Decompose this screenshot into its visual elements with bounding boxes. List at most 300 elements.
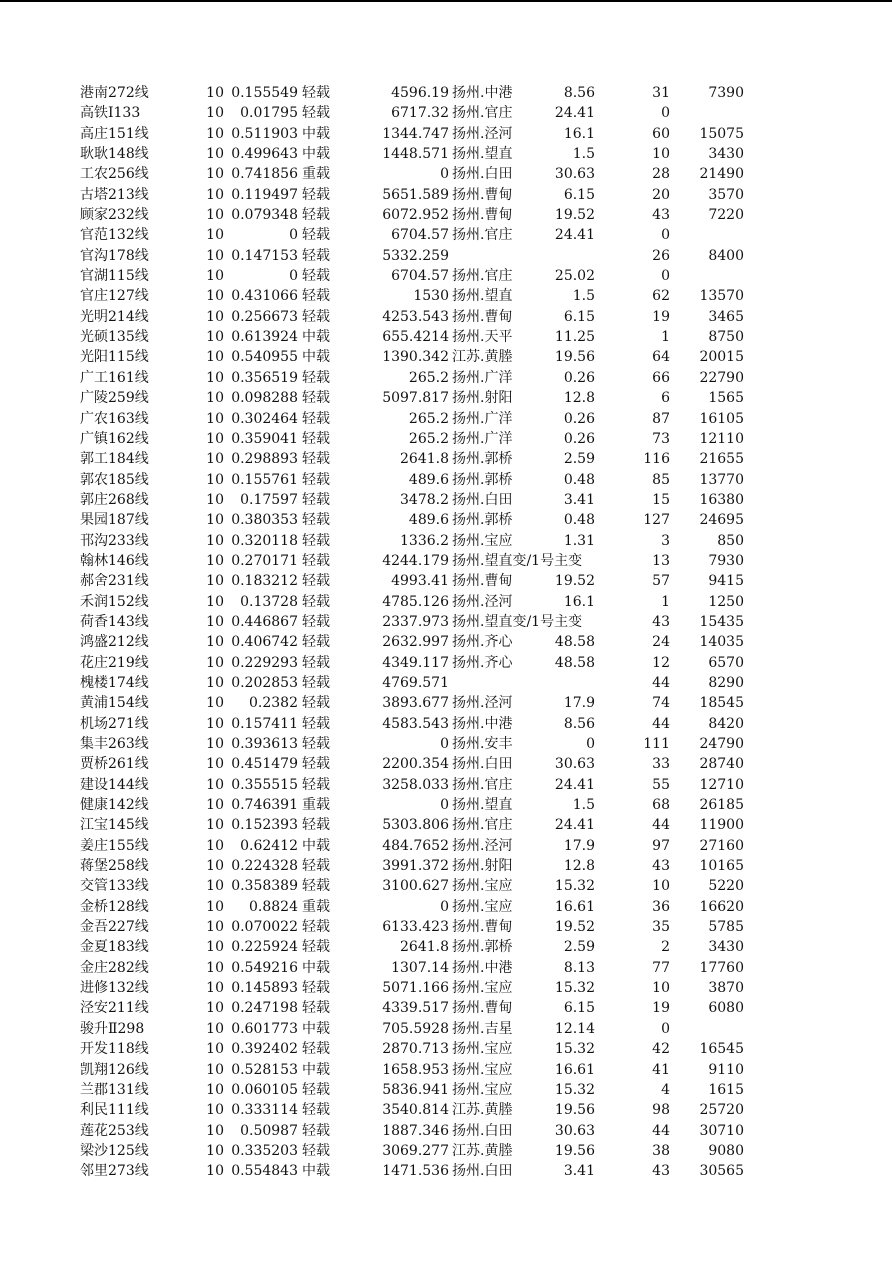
capacity-cell[interactable]: 2641.8 xyxy=(400,939,449,956)
voltage-cell[interactable]: 10 xyxy=(206,410,224,427)
load-ratio-cell[interactable]: 0.202853 xyxy=(231,674,298,691)
load-ratio-cell[interactable]: 0.746391 xyxy=(231,797,298,814)
line-name-cell[interactable]: 耿耿148线 xyxy=(80,146,149,163)
line-name-cell[interactable]: 古塔213线 xyxy=(80,186,149,203)
capacity-cell[interactable]: 0 xyxy=(440,898,449,915)
line-name-cell[interactable]: 广陵259线 xyxy=(80,390,149,407)
load-status-cell[interactable]: 中载 xyxy=(302,837,330,854)
distance-cell[interactable]: 24.41 xyxy=(554,817,595,834)
count-cell[interactable]: 43 xyxy=(652,613,670,630)
load-ratio-cell[interactable]: 0.2382 xyxy=(249,695,298,712)
users-cell[interactable]: 30565 xyxy=(699,1163,744,1180)
substation-cell[interactable]: 扬州.白田 xyxy=(452,491,513,508)
substation-cell[interactable]: 扬州.中港 xyxy=(452,715,513,732)
voltage-cell[interactable]: 10 xyxy=(206,85,224,101)
load-status-cell[interactable]: 中载 xyxy=(302,959,330,976)
line-name-cell[interactable]: 兰郡131线 xyxy=(80,1081,149,1098)
substation-cell[interactable]: 扬州.齐心 xyxy=(452,654,513,671)
count-cell[interactable]: 43 xyxy=(652,1163,670,1180)
count-cell[interactable]: 24 xyxy=(652,634,670,651)
distance-cell[interactable]: 1.31 xyxy=(563,532,595,549)
count-cell[interactable]: 4 xyxy=(661,1081,670,1098)
load-status-cell[interactable]: 重载 xyxy=(302,166,330,183)
substation-cell[interactable]: 扬州.吉星 xyxy=(452,1020,513,1037)
distance-cell[interactable]: 1.5 xyxy=(572,146,595,163)
load-ratio-cell[interactable]: 0.613924 xyxy=(231,329,298,346)
substation-cell[interactable]: 江苏.黄塍 xyxy=(452,1102,513,1119)
users-cell[interactable]: 6080 xyxy=(708,1000,744,1017)
line-name-cell[interactable]: 港南272线 xyxy=(80,85,149,101)
users-cell[interactable]: 9080 xyxy=(708,1142,744,1159)
voltage-cell[interactable]: 10 xyxy=(206,776,224,793)
line-name-cell[interactable]: 郭农185线 xyxy=(80,471,149,488)
line-name-cell[interactable]: 机场271线 xyxy=(80,715,149,732)
line-name-cell[interactable]: 广镇162线 xyxy=(80,430,149,447)
load-status-cell[interactable]: 中载 xyxy=(302,349,330,366)
voltage-cell[interactable]: 10 xyxy=(206,817,224,834)
substation-cell[interactable]: 扬州.望直变/1号主变 xyxy=(452,552,583,569)
distance-cell[interactable]: 8.56 xyxy=(563,715,595,732)
voltage-cell[interactable]: 10 xyxy=(206,369,224,386)
capacity-cell[interactable]: 1336.2 xyxy=(400,532,449,549)
substation-cell[interactable]: 扬州.中港 xyxy=(452,85,513,101)
users-cell[interactable]: 17760 xyxy=(699,959,744,976)
users-cell[interactable]: 11900 xyxy=(699,817,744,834)
load-ratio-cell[interactable]: 0.155761 xyxy=(231,471,298,488)
load-ratio-cell[interactable]: 0.302464 xyxy=(231,410,298,427)
load-status-cell[interactable]: 中载 xyxy=(302,146,330,163)
substation-cell[interactable]: 扬州.白田 xyxy=(452,166,513,183)
voltage-cell[interactable]: 10 xyxy=(206,980,224,997)
line-name-cell[interactable]: 郝舍231线 xyxy=(80,573,149,590)
distance-cell[interactable]: 30.63 xyxy=(554,1122,595,1139)
line-name-cell[interactable]: 金吾227线 xyxy=(80,919,149,936)
substation-cell[interactable]: 扬州.白田 xyxy=(452,1122,513,1139)
distance-cell[interactable]: 48.58 xyxy=(554,654,595,671)
distance-cell[interactable]: 0.26 xyxy=(563,430,595,447)
count-cell[interactable]: 97 xyxy=(652,837,670,854)
load-ratio-cell[interactable]: 0.356519 xyxy=(231,369,298,386)
load-status-cell[interactable]: 重载 xyxy=(302,898,330,915)
distance-cell[interactable]: 15.32 xyxy=(554,1041,595,1058)
capacity-cell[interactable]: 3258.033 xyxy=(382,776,449,793)
users-cell[interactable]: 22790 xyxy=(699,369,744,386)
count-cell[interactable]: 87 xyxy=(652,410,670,427)
capacity-cell[interactable]: 4244.179 xyxy=(382,552,449,569)
load-ratio-cell[interactable]: 0.070022 xyxy=(231,919,298,936)
line-name-cell[interactable]: 高庄151线 xyxy=(80,125,149,142)
distance-cell[interactable]: 0.48 xyxy=(563,512,595,529)
capacity-cell[interactable]: 2641.8 xyxy=(400,451,449,468)
load-ratio-cell[interactable]: 0.270171 xyxy=(231,552,298,569)
capacity-cell[interactable]: 0 xyxy=(440,166,449,183)
load-ratio-cell[interactable]: 0.060105 xyxy=(231,1081,298,1098)
load-status-cell[interactable]: 轻载 xyxy=(302,1142,330,1159)
substation-cell[interactable]: 江苏.黄塍 xyxy=(452,1142,513,1159)
capacity-cell[interactable]: 4993.41 xyxy=(391,573,449,590)
voltage-cell[interactable]: 10 xyxy=(206,1041,224,1058)
distance-cell[interactable]: 12.8 xyxy=(563,390,595,407)
load-ratio-cell[interactable]: 0.247198 xyxy=(231,1000,298,1017)
substation-cell[interactable]: 扬州.望直 xyxy=(452,146,513,163)
line-name-cell[interactable]: 金桥128线 xyxy=(80,898,149,915)
load-ratio-cell[interactable]: 0.145893 xyxy=(231,980,298,997)
line-name-cell[interactable]: 梁沙125线 xyxy=(80,1142,149,1159)
users-cell[interactable]: 14035 xyxy=(699,634,744,651)
users-cell[interactable]: 16620 xyxy=(699,898,744,915)
load-status-cell[interactable]: 轻载 xyxy=(302,532,330,549)
count-cell[interactable]: 2 xyxy=(661,939,670,956)
count-cell[interactable]: 44 xyxy=(652,817,670,834)
voltage-cell[interactable]: 10 xyxy=(206,471,224,488)
voltage-cell[interactable]: 10 xyxy=(206,674,224,691)
line-name-cell[interactable]: 交管133线 xyxy=(80,878,149,895)
line-name-cell[interactable]: 官庄127线 xyxy=(80,288,149,305)
users-cell[interactable]: 28740 xyxy=(699,756,744,773)
line-name-cell[interactable]: 郭庄268线 xyxy=(80,491,149,508)
voltage-cell[interactable]: 10 xyxy=(206,268,224,285)
capacity-cell[interactable]: 3893.677 xyxy=(382,695,449,712)
users-cell[interactable]: 7390 xyxy=(708,85,744,101)
count-cell[interactable]: 57 xyxy=(652,573,670,590)
load-status-cell[interactable]: 中载 xyxy=(302,329,330,346)
load-status-cell[interactable]: 轻载 xyxy=(302,736,330,752)
capacity-cell[interactable]: 655.4214 xyxy=(382,329,449,346)
substation-cell[interactable]: 扬州.白田 xyxy=(452,756,513,773)
load-status-cell[interactable]: 轻载 xyxy=(302,471,330,488)
capacity-cell[interactable]: 1448.571 xyxy=(382,146,449,163)
substation-cell[interactable]: 扬州.中港 xyxy=(452,959,513,976)
count-cell[interactable]: 68 xyxy=(652,797,670,814)
voltage-cell[interactable]: 10 xyxy=(206,430,224,447)
substation-cell[interactable]: 扬州.广洋 xyxy=(452,410,513,427)
users-cell[interactable]: 25720 xyxy=(699,1102,744,1119)
users-cell[interactable]: 15075 xyxy=(699,125,744,142)
load-status-cell[interactable]: 轻载 xyxy=(302,756,330,773)
line-name-cell[interactable]: 官沟178线 xyxy=(80,247,149,264)
users-cell[interactable]: 7220 xyxy=(708,207,744,224)
line-name-cell[interactable]: 江宝145线 xyxy=(80,817,149,834)
count-cell[interactable]: 36 xyxy=(652,898,670,915)
voltage-cell[interactable]: 10 xyxy=(206,1081,224,1098)
line-name-cell[interactable]: 集丰263线 xyxy=(80,736,149,752)
count-cell[interactable]: 10 xyxy=(652,980,670,997)
distance-cell[interactable]: 17.9 xyxy=(563,695,595,712)
load-ratio-cell[interactable]: 0.229293 xyxy=(231,654,298,671)
voltage-cell[interactable]: 10 xyxy=(206,573,224,590)
load-ratio-cell[interactable]: 0.119497 xyxy=(231,186,298,203)
count-cell[interactable]: 66 xyxy=(652,369,670,386)
capacity-cell[interactable]: 4349.117 xyxy=(382,654,449,671)
distance-cell[interactable]: 16.61 xyxy=(554,1061,595,1078)
load-ratio-cell[interactable]: 0.183212 xyxy=(231,573,298,590)
load-status-cell[interactable]: 轻载 xyxy=(302,1081,330,1098)
capacity-cell[interactable]: 4769.571 xyxy=(382,674,449,691)
count-cell[interactable]: 73 xyxy=(652,430,670,447)
users-cell[interactable]: 16380 xyxy=(699,491,744,508)
capacity-cell[interactable]: 6717.32 xyxy=(391,105,449,122)
users-cell[interactable]: 12710 xyxy=(699,776,744,793)
load-status-cell[interactable]: 重载 xyxy=(302,797,330,814)
substation-cell[interactable]: 扬州.安丰 xyxy=(452,736,513,752)
load-status-cell[interactable]: 轻载 xyxy=(302,247,330,264)
load-status-cell[interactable]: 轻载 xyxy=(302,451,330,468)
distance-cell[interactable]: 19.56 xyxy=(554,1102,595,1119)
capacity-cell[interactable]: 1530 xyxy=(413,288,449,305)
distance-cell[interactable]: 16.61 xyxy=(554,898,595,915)
substation-cell[interactable]: 江苏.黄塍 xyxy=(452,349,513,366)
voltage-cell[interactable]: 10 xyxy=(206,634,224,651)
load-ratio-cell[interactable]: 0.601773 xyxy=(231,1020,298,1037)
count-cell[interactable]: 38 xyxy=(652,1142,670,1159)
voltage-cell[interactable]: 10 xyxy=(206,654,224,671)
load-ratio-cell[interactable]: 0.392402 xyxy=(231,1041,298,1058)
capacity-cell[interactable]: 1344.747 xyxy=(382,125,449,142)
line-name-cell[interactable]: 邻里273线 xyxy=(80,1163,149,1180)
line-name-cell[interactable]: 健康142线 xyxy=(80,797,149,814)
voltage-cell[interactable]: 10 xyxy=(206,797,224,814)
users-cell[interactable]: 30710 xyxy=(699,1122,744,1139)
users-cell[interactable]: 16105 xyxy=(699,410,744,427)
voltage-cell[interactable]: 10 xyxy=(206,532,224,549)
capacity-cell[interactable]: 6704.57 xyxy=(391,227,449,244)
load-ratio-cell[interactable]: 0.406742 xyxy=(231,634,298,651)
capacity-cell[interactable]: 2632.997 xyxy=(382,634,449,651)
capacity-cell[interactable]: 4583.543 xyxy=(382,715,449,732)
substation-cell[interactable]: 扬州.官庄 xyxy=(452,817,513,834)
distance-cell[interactable]: 0.26 xyxy=(563,369,595,386)
line-name-cell[interactable]: 果园187线 xyxy=(80,512,149,529)
voltage-cell[interactable]: 10 xyxy=(206,715,224,732)
substation-cell[interactable]: 扬州.宝应 xyxy=(452,1061,513,1078)
line-name-cell[interactable]: 郭工184线 xyxy=(80,451,149,468)
line-name-cell[interactable]: 鸿盛212线 xyxy=(80,634,149,651)
distance-cell[interactable]: 6.15 xyxy=(563,1000,595,1017)
capacity-cell[interactable]: 0 xyxy=(440,797,449,814)
voltage-cell[interactable]: 10 xyxy=(206,125,224,142)
load-ratio-cell[interactable]: 0.225924 xyxy=(231,939,298,956)
count-cell[interactable]: 28 xyxy=(652,166,670,183)
users-cell[interactable]: 3430 xyxy=(708,146,744,163)
load-status-cell[interactable]: 轻载 xyxy=(302,715,330,732)
load-ratio-cell[interactable]: 0.256673 xyxy=(231,308,298,325)
load-ratio-cell[interactable]: 0.157411 xyxy=(231,715,298,732)
load-ratio-cell[interactable]: 0.451479 xyxy=(231,756,298,773)
substation-cell[interactable]: 扬州.宝应 xyxy=(452,1041,513,1058)
voltage-cell[interactable]: 10 xyxy=(206,308,224,325)
users-cell[interactable]: 21490 xyxy=(699,166,744,183)
count-cell[interactable]: 12 xyxy=(652,654,670,671)
load-status-cell[interactable]: 中载 xyxy=(302,125,330,142)
count-cell[interactable]: 1 xyxy=(661,329,670,346)
line-name-cell[interactable]: 金庄282线 xyxy=(80,959,149,976)
count-cell[interactable]: 6 xyxy=(661,390,670,407)
distance-cell[interactable]: 3.41 xyxy=(563,1163,595,1180)
distance-cell[interactable]: 19.56 xyxy=(554,349,595,366)
capacity-cell[interactable]: 1471.536 xyxy=(382,1163,449,1180)
voltage-cell[interactable]: 10 xyxy=(206,1061,224,1078)
users-cell[interactable]: 3570 xyxy=(708,186,744,203)
distance-cell[interactable]: 0.26 xyxy=(563,410,595,427)
load-status-cell[interactable]: 轻载 xyxy=(302,980,330,997)
voltage-cell[interactable]: 10 xyxy=(206,227,224,244)
count-cell[interactable]: 41 xyxy=(652,1061,670,1078)
substation-cell[interactable]: 扬州.曹甸 xyxy=(452,573,513,590)
load-status-cell[interactable]: 轻载 xyxy=(302,634,330,651)
capacity-cell[interactable]: 5836.941 xyxy=(382,1081,449,1098)
voltage-cell[interactable]: 10 xyxy=(206,186,224,203)
substation-cell[interactable]: 扬州.射阳 xyxy=(452,858,513,875)
voltage-cell[interactable]: 10 xyxy=(206,959,224,976)
substation-cell[interactable]: 扬州.官庄 xyxy=(452,268,513,285)
substation-cell[interactable]: 扬州.望直 xyxy=(452,288,513,305)
substation-cell[interactable]: 扬州.齐心 xyxy=(452,634,513,651)
load-ratio-cell[interactable]: 0.50987 xyxy=(240,1122,298,1139)
line-name-cell[interactable]: 金夏183线 xyxy=(80,939,149,956)
substation-cell[interactable]: 扬州.泾河 xyxy=(452,125,513,142)
load-ratio-cell[interactable]: 0.13728 xyxy=(240,593,298,610)
substation-cell[interactable]: 扬州.泾河 xyxy=(452,593,513,610)
line-name-cell[interactable]: 工农256线 xyxy=(80,166,149,183)
substation-cell[interactable]: 扬州.官庄 xyxy=(452,105,513,122)
capacity-cell[interactable]: 5651.589 xyxy=(382,186,449,203)
users-cell[interactable]: 16545 xyxy=(699,1041,744,1058)
capacity-cell[interactable]: 265.2 xyxy=(408,410,449,427)
count-cell[interactable]: 1 xyxy=(661,593,670,610)
capacity-cell[interactable]: 3100.627 xyxy=(382,878,449,895)
users-cell[interactable]: 5785 xyxy=(708,919,744,936)
users-cell[interactable]: 21655 xyxy=(699,451,744,468)
load-status-cell[interactable]: 轻载 xyxy=(302,919,330,936)
users-cell[interactable]: 13770 xyxy=(699,471,744,488)
load-ratio-cell[interactable]: 0.511903 xyxy=(231,125,298,142)
count-cell[interactable]: 111 xyxy=(643,736,670,752)
voltage-cell[interactable]: 10 xyxy=(206,1102,224,1119)
count-cell[interactable]: 20 xyxy=(652,186,670,203)
load-status-cell[interactable]: 轻载 xyxy=(302,654,330,671)
count-cell[interactable]: 33 xyxy=(652,756,670,773)
voltage-cell[interactable]: 10 xyxy=(206,1122,224,1139)
count-cell[interactable]: 3 xyxy=(661,532,670,549)
distance-cell[interactable]: 48.58 xyxy=(554,634,595,651)
count-cell[interactable]: 31 xyxy=(652,85,670,101)
load-status-cell[interactable]: 轻载 xyxy=(302,573,330,590)
line-name-cell[interactable]: 利民111线 xyxy=(80,1102,149,1119)
voltage-cell[interactable]: 10 xyxy=(206,939,224,956)
users-cell[interactable]: 9415 xyxy=(708,573,744,590)
capacity-cell[interactable]: 4785.126 xyxy=(382,593,449,610)
distance-cell[interactable]: 12.8 xyxy=(563,858,595,875)
distance-cell[interactable]: 15.32 xyxy=(554,878,595,895)
load-status-cell[interactable]: 轻载 xyxy=(302,552,330,569)
capacity-cell[interactable]: 3540.814 xyxy=(382,1102,449,1119)
voltage-cell[interactable]: 10 xyxy=(206,146,224,163)
line-name-cell[interactable]: 进修132线 xyxy=(80,980,149,997)
distance-cell[interactable]: 15.32 xyxy=(554,1081,595,1098)
count-cell[interactable]: 10 xyxy=(652,878,670,895)
substation-cell[interactable]: 扬州.郭桥 xyxy=(452,451,513,468)
users-cell[interactable]: 6570 xyxy=(708,654,744,671)
capacity-cell[interactable]: 4253.543 xyxy=(382,308,449,325)
count-cell[interactable]: 19 xyxy=(652,308,670,325)
load-ratio-cell[interactable]: 0.549216 xyxy=(231,959,298,976)
substation-cell[interactable]: 扬州.射阳 xyxy=(452,390,513,407)
substation-cell[interactable]: 扬州.宝应 xyxy=(452,898,513,915)
users-cell[interactable]: 13570 xyxy=(699,288,744,305)
line-name-cell[interactable]: 建设144线 xyxy=(80,776,149,793)
line-name-cell[interactable]: 广工161线 xyxy=(80,369,149,386)
voltage-cell[interactable]: 10 xyxy=(206,613,224,630)
line-name-cell[interactable]: 光硕135线 xyxy=(80,329,149,346)
load-status-cell[interactable]: 轻载 xyxy=(302,1000,330,1017)
distance-cell[interactable]: 17.9 xyxy=(563,837,595,854)
users-cell[interactable]: 850 xyxy=(717,532,744,549)
substation-cell[interactable]: 扬州.白田 xyxy=(452,1163,513,1180)
capacity-cell[interactable]: 6133.423 xyxy=(382,919,449,936)
load-ratio-cell[interactable]: 0.079348 xyxy=(231,207,298,224)
load-ratio-cell[interactable]: 0.446867 xyxy=(231,613,298,630)
users-cell[interactable]: 15435 xyxy=(699,613,744,630)
users-cell[interactable]: 27160 xyxy=(699,837,744,854)
distance-cell[interactable]: 19.52 xyxy=(554,573,595,590)
substation-cell[interactable]: 扬州.曹甸 xyxy=(452,919,513,936)
capacity-cell[interactable]: 5071.166 xyxy=(382,980,449,997)
count-cell[interactable]: 44 xyxy=(652,715,670,732)
count-cell[interactable]: 13 xyxy=(652,552,670,569)
distance-cell[interactable]: 24.41 xyxy=(554,227,595,244)
line-name-cell[interactable]: 官湖115线 xyxy=(80,268,149,285)
line-name-cell[interactable]: 骏升Ⅱ298 xyxy=(80,1020,145,1037)
capacity-cell[interactable]: 6704.57 xyxy=(391,268,449,285)
count-cell[interactable]: 35 xyxy=(652,919,670,936)
count-cell[interactable]: 0 xyxy=(661,268,670,285)
line-name-cell[interactable]: 光阳115线 xyxy=(80,349,149,366)
count-cell[interactable]: 43 xyxy=(652,858,670,875)
voltage-cell[interactable]: 10 xyxy=(206,105,224,122)
users-cell[interactable]: 24790 xyxy=(699,736,744,752)
load-ratio-cell[interactable]: 0 xyxy=(289,268,298,285)
count-cell[interactable]: 0 xyxy=(661,105,670,122)
distance-cell[interactable]: 8.13 xyxy=(563,959,595,976)
substation-cell[interactable]: 扬州.天平 xyxy=(452,329,513,346)
line-name-cell[interactable]: 邗沟233线 xyxy=(80,532,149,549)
load-ratio-cell[interactable]: 0.393613 xyxy=(231,736,298,752)
substation-cell[interactable]: 扬州.泾河 xyxy=(452,695,513,712)
users-cell[interactable]: 26185 xyxy=(699,797,744,814)
substation-cell[interactable]: 扬州.广洋 xyxy=(452,430,513,447)
distance-cell[interactable]: 12.14 xyxy=(554,1020,595,1037)
substation-cell[interactable]: 扬州.望直 xyxy=(452,797,513,814)
voltage-cell[interactable]: 10 xyxy=(206,512,224,529)
capacity-cell[interactable]: 3069.277 xyxy=(382,1142,449,1159)
substation-cell[interactable]: 扬州.泾河 xyxy=(452,837,513,854)
users-cell[interactable]: 8290 xyxy=(708,674,744,691)
substation-cell[interactable]: 扬州.曹甸 xyxy=(452,186,513,203)
load-status-cell[interactable]: 轻载 xyxy=(302,939,330,956)
substation-cell[interactable]: 扬州.曹甸 xyxy=(452,308,513,325)
users-cell[interactable]: 3870 xyxy=(708,980,744,997)
load-ratio-cell[interactable]: 0.224328 xyxy=(231,858,298,875)
line-name-cell[interactable]: 翰林146线 xyxy=(80,552,149,569)
load-status-cell[interactable]: 轻载 xyxy=(302,369,330,386)
voltage-cell[interactable]: 10 xyxy=(206,207,224,224)
voltage-cell[interactable]: 10 xyxy=(206,858,224,875)
capacity-cell[interactable]: 489.6 xyxy=(408,512,449,529)
users-cell[interactable]: 8750 xyxy=(708,329,744,346)
voltage-cell[interactable]: 10 xyxy=(206,390,224,407)
capacity-cell[interactable]: 484.7652 xyxy=(382,837,449,854)
line-name-cell[interactable]: 官范132线 xyxy=(80,227,149,244)
